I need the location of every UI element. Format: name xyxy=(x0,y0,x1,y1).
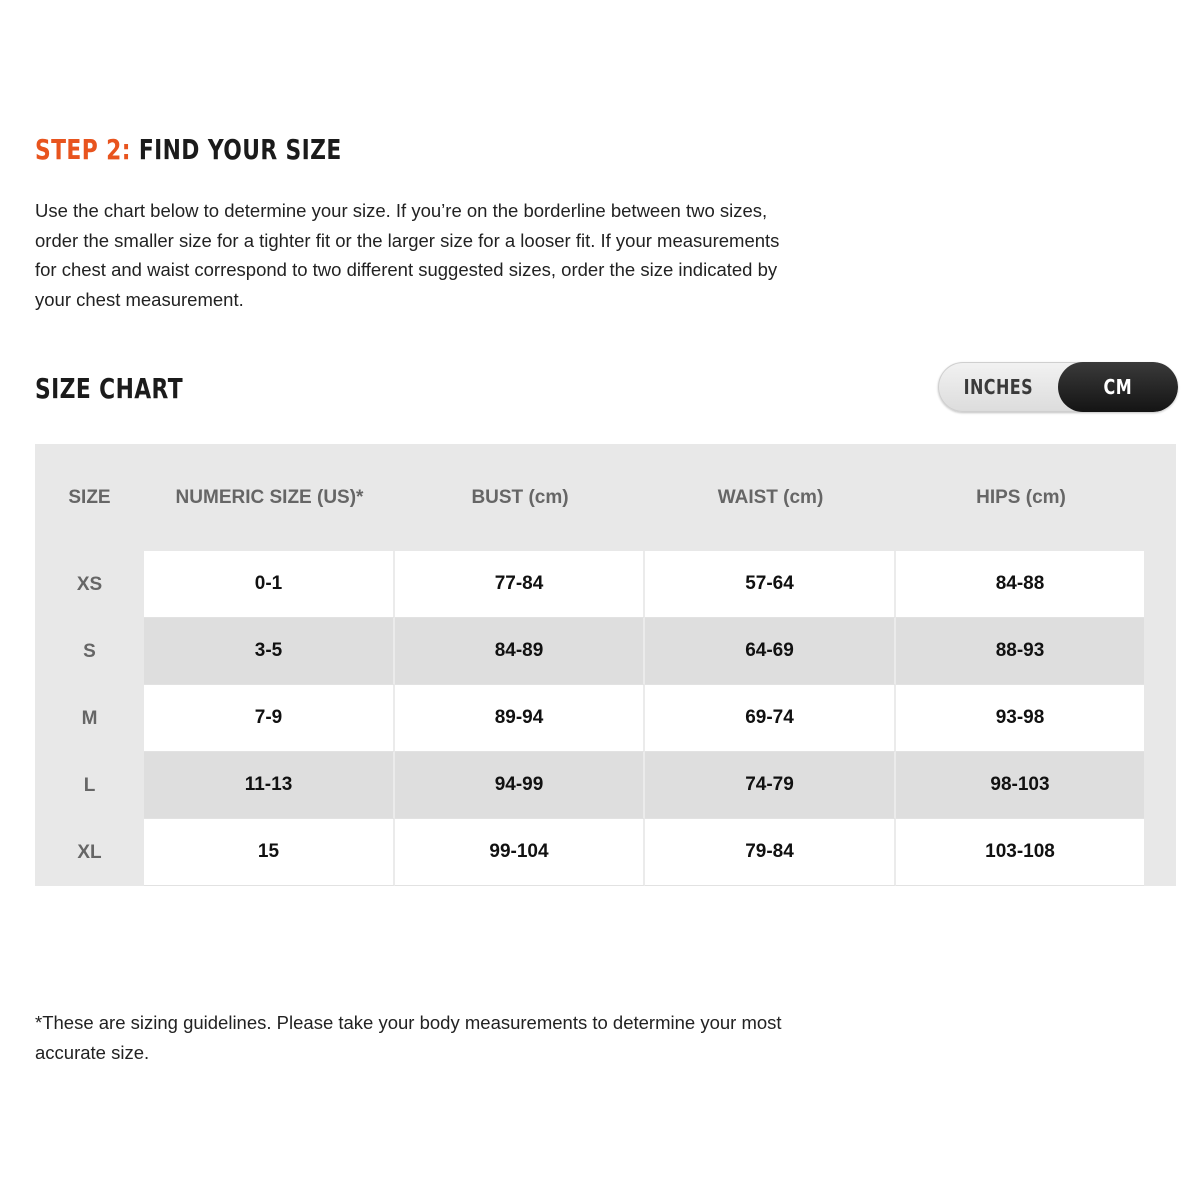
bust-cell: 99-104 xyxy=(395,819,645,886)
size-chart-heading: SIZE CHART xyxy=(35,372,184,405)
size-table xyxy=(35,444,1176,886)
unit-toggle xyxy=(938,362,1178,412)
table-row xyxy=(35,752,1176,819)
numeric-size-cell: 15 xyxy=(144,819,395,886)
inches-toggle-button[interactable] xyxy=(938,362,1058,412)
waist-cell: 74-79 xyxy=(645,752,896,819)
column-header-numeric-size: NUMERIC SIZE (US)* xyxy=(175,486,364,508)
sizing-footnote: *These are sizing guidelines. Please take your body measurements to determine your most accurate size. xyxy=(35,1012,782,1063)
bust-cell: 89-94 xyxy=(395,685,645,752)
size-label-cell: XS xyxy=(76,573,103,595)
bust-cell: 84-89 xyxy=(395,618,645,685)
hips-cell: 98-103 xyxy=(896,752,1144,819)
hips-cell: 88-93 xyxy=(896,618,1144,685)
cm-toggle-button[interactable] xyxy=(1058,362,1178,412)
hips-cell: 84-88 xyxy=(896,551,1144,618)
waist-cell: 64-69 xyxy=(645,618,896,685)
waist-cell: 57-64 xyxy=(645,551,896,618)
column-header-hips: HIPS (cm) xyxy=(976,486,1066,508)
table-row xyxy=(35,551,1176,618)
waist-cell: 79-84 xyxy=(645,819,896,886)
column-header-waist: WAIST (cm) xyxy=(717,486,824,508)
size-label-cell: XL xyxy=(77,841,102,863)
size-label-cell: L xyxy=(83,774,96,796)
table-row xyxy=(35,618,1176,685)
size-label-cell: S xyxy=(83,640,96,662)
bust-cell: 94-99 xyxy=(395,752,645,819)
hips-cell: 93-98 xyxy=(896,685,1144,752)
column-header-bust: BUST (cm) xyxy=(471,486,569,508)
numeric-size-cell: 3-5 xyxy=(144,618,395,685)
numeric-size-cell: 0-1 xyxy=(144,551,395,618)
table-row xyxy=(35,685,1176,752)
table-row xyxy=(35,819,1176,886)
numeric-size-cell: 7-9 xyxy=(144,685,395,752)
table-header-row xyxy=(35,444,1176,551)
step-label: STEP 2: xyxy=(35,133,131,166)
waist-cell: 69-74 xyxy=(645,685,896,752)
cm-toggle-label: CM xyxy=(1103,375,1133,399)
column-header-size: SIZE xyxy=(68,486,111,508)
hips-cell: 103-108 xyxy=(896,819,1144,886)
inches-toggle-label: INCHES xyxy=(963,375,1033,399)
numeric-size-cell: 11-13 xyxy=(144,752,395,819)
step-title: FIND YOUR SIZE xyxy=(138,133,342,166)
bust-cell: 77-84 xyxy=(395,551,645,618)
step-heading xyxy=(35,131,342,169)
size-label-cell: M xyxy=(81,707,98,729)
intro-text: Use the chart below to determine your size. If you’re on the borderline between two sizes, order the smaller size for a tighter fit or the larger size for a looser fit. If your measurements for chest and waist correspond to two different suggested sizes, order the size indicated by your chest measurement. xyxy=(35,200,780,310)
